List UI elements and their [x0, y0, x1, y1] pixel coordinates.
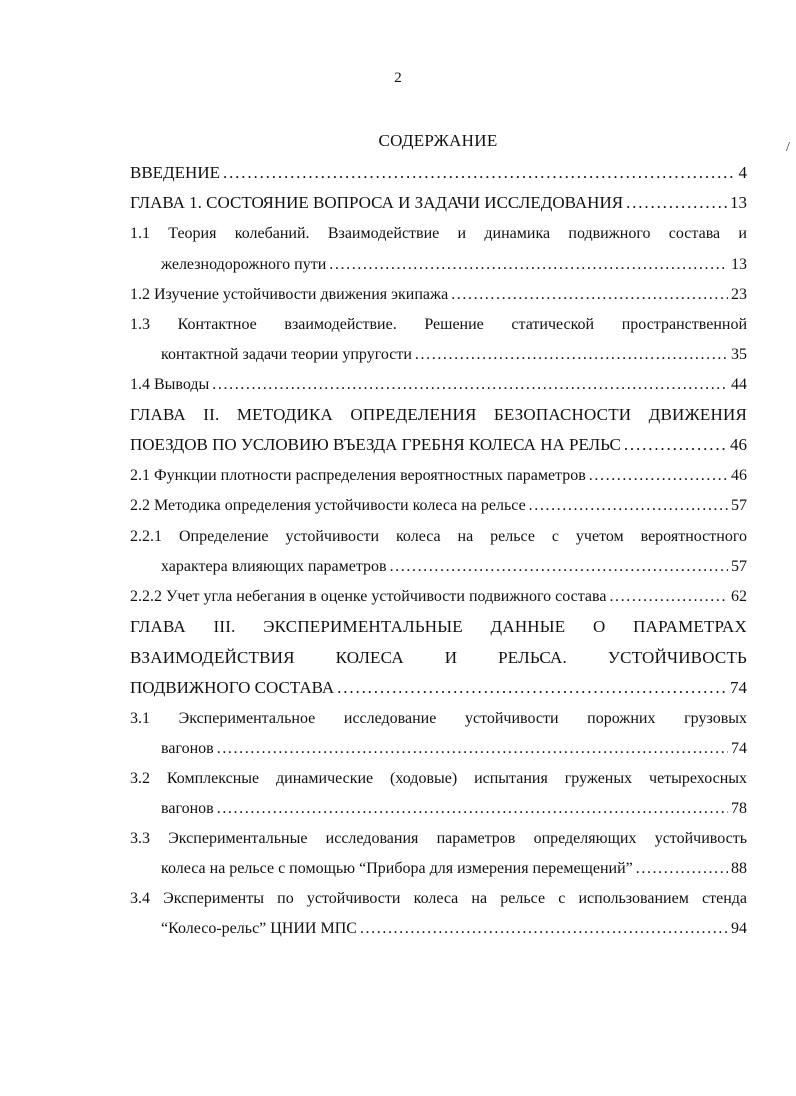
toc-entry-title: ВВЕДЕНИЕ [130, 163, 220, 182]
toc-entry-page: 57 [731, 558, 747, 575]
dot-leader [636, 857, 728, 881]
toc-entry-3-1-cont[interactable] [161, 737, 747, 761]
dot-leader [626, 191, 727, 215]
toc-entry-title: 1.4 Выводы [130, 376, 210, 393]
dot-leader [360, 917, 728, 941]
toc-entry-page: 62 [731, 588, 747, 605]
toc-entry-3-2[interactable]: 3.2 Комплексные динамические (ходовые) испытания груженых четырехосных [130, 770, 747, 787]
toc-title: СОДЕРЖАНИЕ [378, 131, 498, 150]
toc-entry-chapter-3-cont[interactable]: ВЗАИМОДЕЙСТВИЯ КОЛЕСА И РЕЛЬСА. УСТОЙЧИВОСТЬ [130, 648, 747, 667]
dot-leader [589, 464, 728, 488]
toc-entry-2-1[interactable] [130, 464, 747, 488]
toc-entry-3-4[interactable]: 3.4 Эксперименты по устойчивости колеса на рельсе с использованием стенда [130, 890, 747, 907]
dot-leader [217, 797, 728, 821]
toc-entry-title: ГЛАВА 1. СОСТОЯНИЕ ВОПРОСА И ЗАДАЧИ ИССЛЕДОВАНИЯ [130, 193, 624, 212]
toc-entry-page: 94 [731, 920, 747, 937]
page-number: 2 [394, 70, 402, 86]
toc-entry-title: ПОЕЗДОВ ПО УСЛОВИЮ ВЪЕЗДА ГРЕБНЯ КОЛЕСА НА РЕЛЬС [130, 435, 621, 454]
toc-entry-page: 23 [731, 286, 747, 303]
toc-entry-page: 74 [731, 740, 747, 757]
toc-entry-title: вагонов [161, 800, 214, 817]
toc-entry-chapter-2[interactable]: ГЛАВА II. МЕТОДИКА ОПРЕДЕЛЕНИЯ БЕЗОПАСНОСТИ ДВИЖЕНИЯ [130, 405, 747, 424]
toc-entry-title: характера влияющих параметров [161, 558, 387, 575]
dot-leader [212, 373, 728, 397]
toc-entry-page: 44 [731, 376, 747, 393]
toc-entry-1-4[interactable] [130, 373, 747, 397]
toc-entry-1-1-cont[interactable] [161, 253, 747, 277]
dot-leader [529, 494, 728, 518]
toc-entry-title: 1.2 Изучение устойчивости движения экипажа [130, 286, 449, 303]
toc-entry-title: 2.2.2 Учет угла небегания в оценке устойчивости подвижного состава [130, 588, 607, 605]
dot-leader [337, 676, 727, 700]
toc-entry-3-2-cont[interactable] [161, 797, 747, 821]
toc-entry-3-1[interactable]: 3.1 Экспериментальное исследование устойчивости порожних грузовых [130, 710, 747, 727]
toc-entry-title: 2.1 Функции плотности распределения вероятностных параметров [130, 467, 586, 484]
toc-entry-title: “Колесо-рельс” ЦНИИ МПС [161, 920, 357, 937]
toc-entry-3-3[interactable]: 3.3 Экспериментальные исследования параметров определяющих устойчивость [130, 830, 747, 847]
dot-leader [329, 253, 728, 277]
toc-entry-1-2[interactable] [130, 283, 747, 307]
toc-entry-chapter-3[interactable]: ГЛАВА III. ЭКСПЕРИМЕНТАЛЬНЫЕ ДАННЫЕ О ПАРАМЕТРАХ [130, 617, 747, 636]
toc-entry-title: 2.2 Методика определения устойчивости колеса на рельсе [130, 497, 526, 514]
toc-entry-page: 46 [731, 467, 747, 484]
dot-leader [624, 433, 727, 457]
toc-entry-1-1[interactable]: 1.1 Теория колебаний. Взаимодействие и динамика подвижного состава и [130, 225, 747, 242]
toc-entry-title: колеса на рельсе с помощью “Прибора для измерения перемещений” [161, 860, 633, 877]
dot-leader [390, 555, 728, 579]
toc-entry-page: 78 [731, 800, 747, 817]
toc-entry-page: 74 [730, 678, 747, 697]
toc-entry-page: 88 [731, 860, 747, 877]
toc-entry-title: железнодорожного пути [161, 256, 327, 273]
dot-leader [451, 283, 728, 307]
toc-entry-page: 4 [738, 163, 747, 182]
toc-entry-page: 35 [731, 346, 747, 363]
toc-entry-1-3-cont[interactable] [161, 343, 747, 367]
toc-entry-2-2-1[interactable]: 2.2.1 Определение устойчивости колеса на рельсе с учетом вероятностного [130, 528, 747, 545]
toc-entry-chapter-1[interactable] [130, 191, 747, 215]
toc-entry-page: 57 [731, 497, 747, 514]
toc-entry-1-3[interactable]: 1.3 Контактное взаимодействие. Решение статической пространственной [130, 316, 747, 333]
toc-entry-chapter-2-cont[interactable] [130, 433, 747, 457]
dot-leader [415, 343, 728, 367]
toc-entry-page: 13 [730, 193, 747, 212]
dot-leader [609, 585, 728, 609]
toc-entry-3-4-cont[interactable] [161, 917, 747, 941]
toc-entry-2-2-2[interactable] [130, 585, 747, 609]
toc-entry-title: ПОДВИЖНОГО СОСТАВА [130, 678, 335, 697]
toc-entry-title: вагонов [161, 740, 214, 757]
toc-entry-page: 13 [731, 256, 747, 273]
toc-entry-2-2[interactable] [130, 494, 747, 518]
toc-entry-page: 46 [730, 435, 747, 454]
margin-mark: / [786, 140, 790, 155]
toc-entry-3-3-cont[interactable] [161, 857, 747, 881]
toc-entry-2-2-1-cont[interactable] [161, 555, 747, 579]
toc-entry-introduction[interactable] [130, 161, 747, 185]
dot-leader [223, 161, 736, 185]
toc-entry-chapter-3-end[interactable] [130, 676, 747, 700]
dot-leader [217, 737, 728, 761]
toc-entry-title: контактной задачи теории упругости [161, 346, 412, 363]
